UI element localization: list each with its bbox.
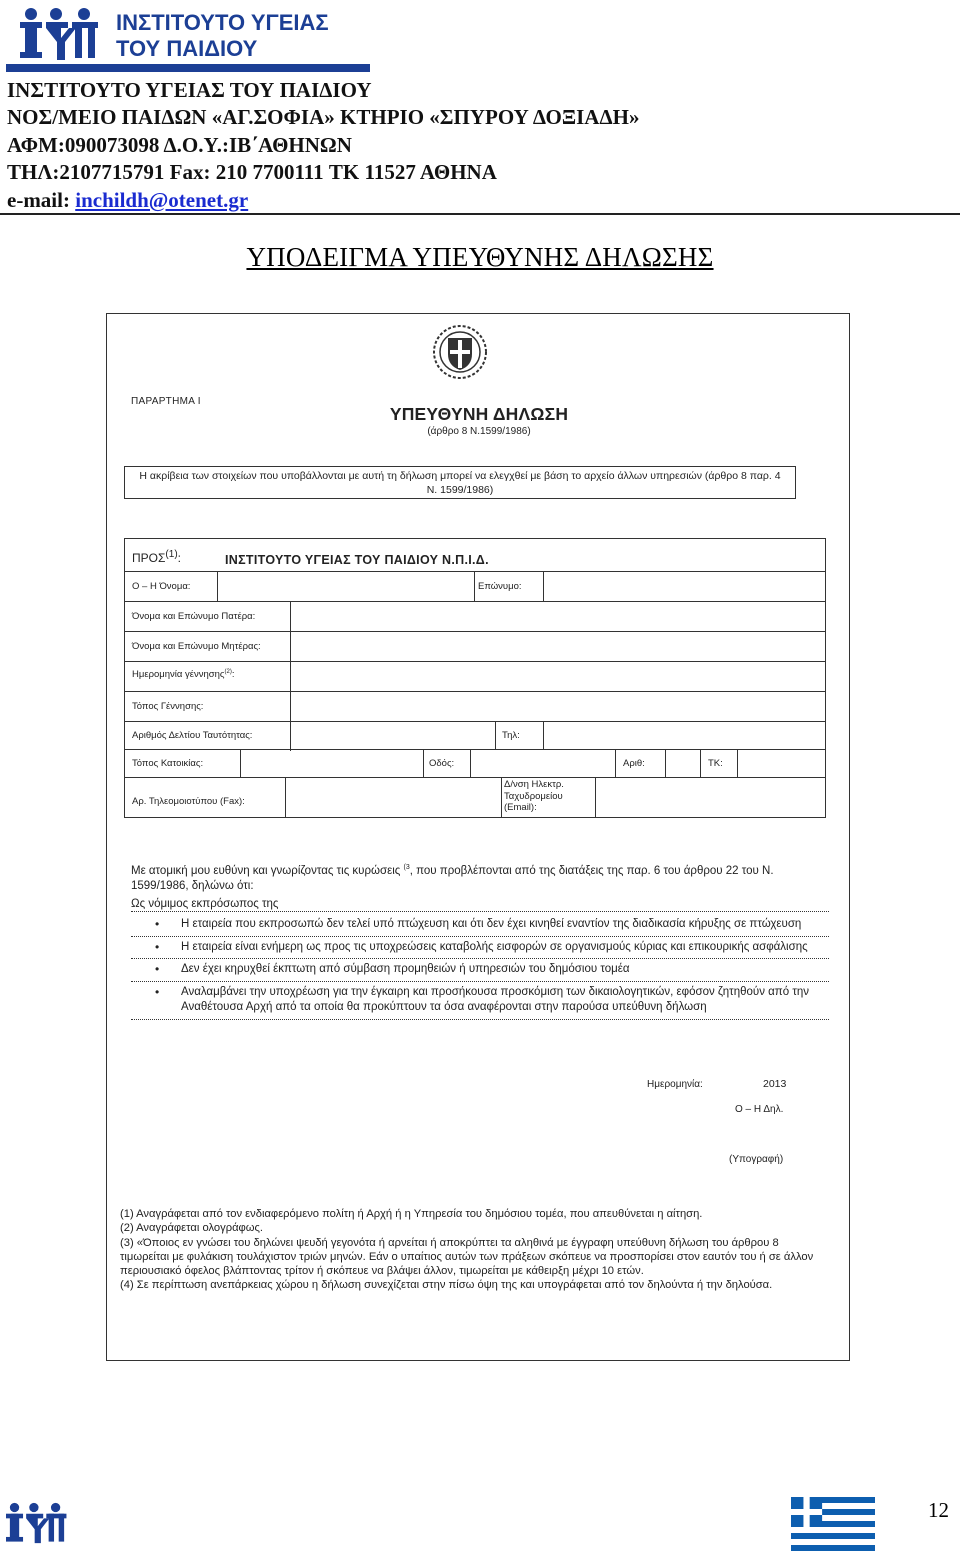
declaration-text: , που προβλέπονται από της διατάξεις της παρ. 6 του άρθρου 22 του Ν. 1599/1986, δηλώνω ότι: (131, 864, 774, 893)
col-divider (501, 777, 502, 817)
footnote: (3) «Όποιος εν γνώσει του δηλώνει ψευδή γεγονότα ή αρνείται ή αποκρύπτει τα αληθινά με έγγραφη υπεύθυνη δήλωση του άρθρου 8 τιμωρείται με φυλάκιση τουλάχιστον τριών μηνών. Εάν ο υπαίτιος αυτών των πράξεων σκόπευε να προσπορίσει στον εαυτόν του ή σε άλλον περιουσιακό όφελος βλάπτοντας τρίτον ή σκόπευε να βλάψει άλλον, τιμωρείται με κάθειρξη μέχρι 10 ετών. (120, 1236, 814, 1278)
footnote: (2) Αναγράφεται ολογράφως. (120, 1222, 264, 1235)
col-divider (543, 571, 544, 601)
id-number-label: Αριθμός Δελτίου Ταυτότητας: (132, 730, 253, 741)
col-divider (470, 749, 471, 777)
phone-label: Τηλ: (502, 730, 520, 741)
logo-line-2: ΤΟΥ ΠΑΙΔΙΟΥ (116, 36, 258, 61)
greek-coat-of-arms-icon (432, 324, 488, 380)
fax-label: Αρ. Τηλεομοιοτύπου (Fax): (132, 796, 245, 807)
birthdate-label-text: Ημερομηνία γέννησης (132, 669, 225, 681)
declarant-label: Ο – Η Δηλ. (735, 1104, 784, 1115)
birthplace-label: Τόπος Γέννησης: (132, 701, 204, 712)
bullet-item: • Η εταιρεία είναι ενήμερη ως προς τις υποχρεώσεις καταβολής εισφορών σε οργανισμούς κύριας και επικουρικής ασφάλισης (131, 940, 829, 960)
logo-line-1: ΙΝΣΤΙΤΟΥΤΟ ΥΓΕΙΑΣ (116, 10, 329, 35)
row-divider (125, 721, 825, 722)
birthdate-colon: : (231, 669, 235, 681)
email-link[interactable]: inchildh@otenet.gr (75, 187, 249, 212)
logo-underline-bar (6, 64, 370, 72)
bullet-item: • Δεν έχει κηρυχθεί έκπτωτη από σύμβαση προμηθειών ή υπηρεσιών του δημόσιου τομέα (131, 962, 829, 982)
col-divider (423, 749, 424, 777)
first-name-label: Ο – Η Όνομα: (132, 581, 191, 592)
col-divider (543, 721, 544, 749)
recipient-colon: : (177, 551, 181, 565)
row-divider (125, 571, 825, 572)
footnote: (4) Σε περίπτωση ανεπάρκειας χώρου η δήλωση συνεχίζεται στην πίσω όψη της και υπογράφεται από τον δηλούντα ή την δηλούσα. (120, 1279, 773, 1292)
col-divider (285, 777, 286, 817)
email-field-label (504, 779, 564, 814)
org-contact: ΤΗΛ:2107715791 Fax: 210 7700111 ΤΚ 11527 ΑΘΗΝΑ (7, 160, 497, 185)
footnote: (1) Αναγράφεται από τον ενδιαφερόμενο πολίτη ή Αρχή ή η Υπηρεσία του δημόσιου τομέα, που απευθύνεται η αίτηση. (120, 1208, 703, 1220)
org-tax-id: ΑΦΜ:090073098 Δ.Ο.Υ.:ΙΒ΄ΑΘΗΝΩΝ (7, 132, 352, 157)
birthdate-footnote: (2) (224, 669, 232, 675)
col-divider (240, 749, 241, 777)
document-title: ΥΠΟΔΕΙΓΜΑ ΥΠΕΥΘΥΝΗΣ ΔΗΛΩΣΗΣ (246, 242, 714, 272)
org-address: ΝΟΣ/ΜΕΙΟ ΠΑΙΔΩΝ «ΑΓ.ΣΟΦΙΑ» ΚΤΗΡΙΟ «ΣΠΥΡΟΥ ΔΟΞΙΑΔΗ» (7, 105, 640, 130)
footer-logo-icon (6, 1496, 68, 1550)
institute-logo (6, 4, 370, 72)
children-logo-icon (20, 6, 100, 62)
header-divider (0, 213, 960, 215)
date-label: Ημερομηνία: (647, 1079, 703, 1090)
col-divider (474, 571, 475, 601)
col-divider (700, 749, 701, 777)
declaration-footnote: (3 (403, 864, 410, 871)
signature-label: (Υπογραφή) (729, 1154, 784, 1165)
form-subtitle: (άρθρο 8 Ν.1599/1986) (427, 426, 531, 437)
annex-label: ΠΑΡΑΡΤΗΜΑ Ι (131, 396, 201, 407)
col-divider (665, 749, 666, 777)
footnotes (120, 1207, 825, 1293)
bullet-item: • Η εταιρεία που εκπροσωπώ δεν τελεί υπό πτώχευση και ότι δεν έχει κινηθεί εναντίον της διαδικασία κήρυξης σε πτώχευση (131, 917, 829, 937)
organization-details (7, 77, 639, 214)
org-name: ΙΝΣΤΙΤΟΥΤΟ ΥΓΕΙΑΣ ΤΟΥ ΠΑΙΔΙΟΥ (7, 78, 372, 102)
row-divider (125, 661, 825, 662)
email-field-label-line: (Email): (504, 802, 537, 813)
street-label: Οδός: (429, 758, 455, 769)
accuracy-notice: Η ακρίβεια των στοιχείων που υποβάλλονται με αυτή τη δήλωση μπορεί να ελεγχθεί με βάση το αρχείο άλλων υπηρεσιών (άρθρο 8 παρ. 4 Ν. 1599/1986) (124, 466, 796, 499)
row-divider (125, 691, 825, 692)
row-divider (125, 777, 825, 778)
personal-details-grid (124, 538, 826, 818)
row-divider (125, 601, 825, 602)
email-label: e-mail: (7, 187, 76, 212)
declaration-form-image (106, 313, 850, 1361)
declaration-bullets (131, 917, 829, 1023)
declaration-statement (131, 860, 811, 895)
greek-flag-icon (791, 1497, 875, 1551)
col-divider (495, 721, 496, 749)
recipient-label (132, 549, 181, 565)
page-number: 12 (928, 1498, 949, 1522)
recipient-label-text: ΠΡΟΣ (132, 551, 166, 565)
birthdate-label (132, 669, 234, 680)
row-divider (125, 749, 825, 750)
father-name-label: Όνομα και Επώνυμο Πατέρα: (132, 611, 256, 622)
email-field-label-line: Δ/νση Ηλεκτρ. (504, 779, 564, 790)
mother-name-label: Όνομα και Επώνυμο Μητέρας: (132, 641, 261, 652)
col-divider (595, 777, 596, 817)
org-email-line (7, 187, 639, 214)
date-value: 2013 (763, 1078, 787, 1090)
recipient-value: ΙΝΣΤΙΤΟΥΤΟ ΥΓΕΙΑΣ ΤΟΥ ΠΑΙΔΙΟΥ Ν.Π.Ι.Δ. (225, 553, 489, 567)
postcode-label: ΤΚ: (708, 758, 723, 769)
legal-representative-line: Ως νόμιμος εκπρόσωπος της (131, 898, 829, 912)
recipient-footnote: (1) (165, 549, 178, 560)
row-divider (125, 631, 825, 632)
email-field-label-line: Ταχυδρομείου (504, 790, 563, 802)
bullet-item: • Αναλαμβάνει την υποχρέωση για την έγκαιρη και προσήκουσα προσκόμιση των δικαιολογητικών, εφόσον ζητηθούν από την Αναθέτουσα Αρχή από τα οποία θα προκύπτουν τα όσα αναφέρονται στην παρούσα υπεύθυνη δήλωση (131, 985, 829, 1020)
residence-label: Τόπος Κατοικίας: (132, 758, 204, 769)
street-number-label: Αριθ: (623, 758, 645, 769)
col-divider (737, 749, 738, 777)
form-title: ΥΠΕΥΘΥΝΗ ΔΗΛΩΣΗ (389, 404, 569, 424)
col-divider (217, 571, 218, 601)
surname-label: Επώνυμο: (478, 581, 522, 592)
declaration-text: Με ατομική μου ευθύνη και γνωρίζοντας τις κυρώσεις (131, 864, 404, 877)
col-divider (290, 601, 291, 751)
col-divider (615, 749, 616, 777)
logo-text (116, 10, 329, 62)
